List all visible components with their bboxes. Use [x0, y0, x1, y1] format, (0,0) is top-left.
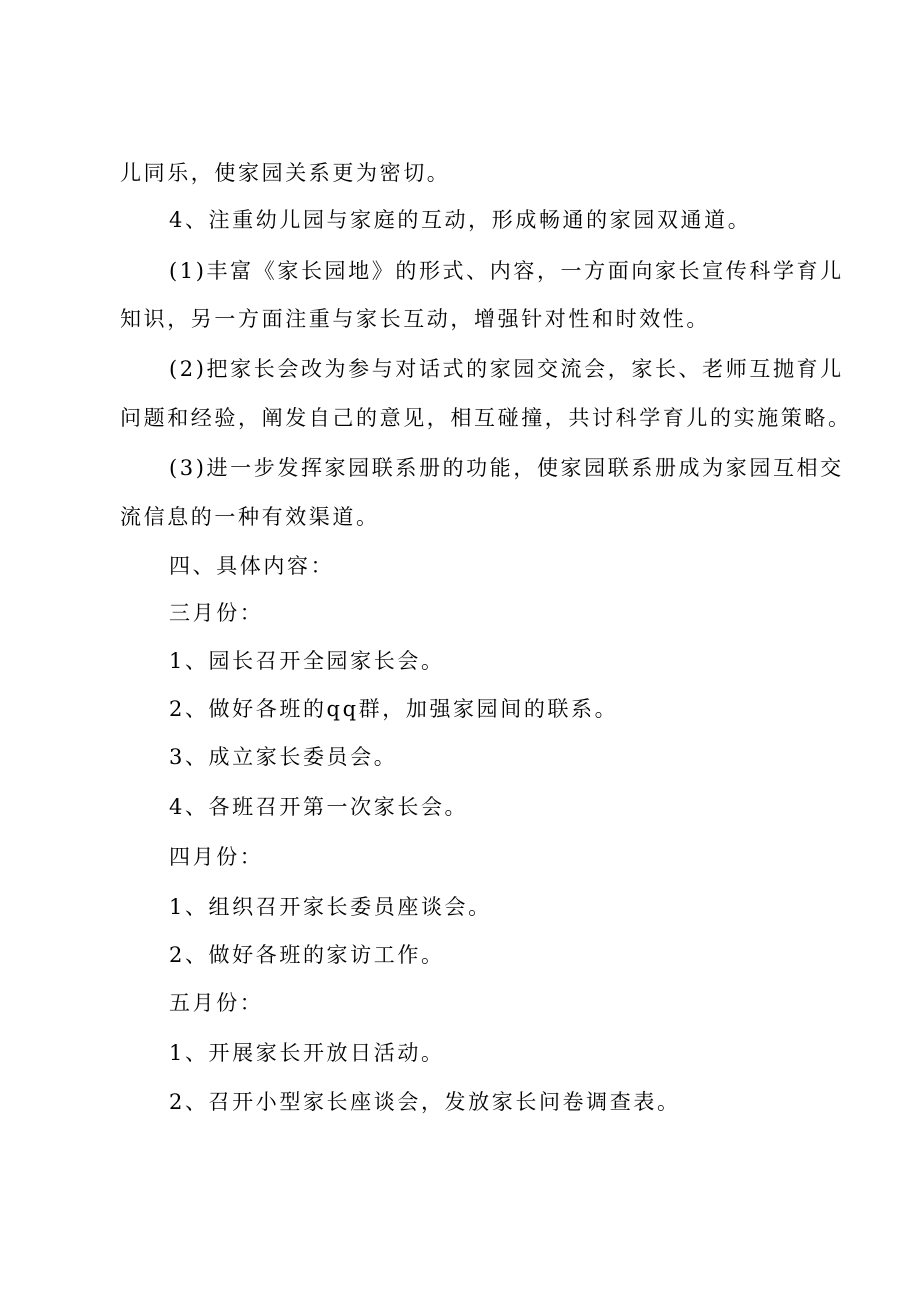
- list-item: 1、开展家长开放日活动。: [169, 1041, 445, 1065]
- list-item: 2、召开小型家长座谈会，发放家长问卷调查表。: [169, 1090, 681, 1114]
- text-line: 知识，另一方面注重与家长互动，增强针对性和时效性。: [120, 307, 710, 331]
- text-line: 儿同乐，使家园关系更为密切。: [120, 161, 451, 185]
- month-heading: 三月份：: [169, 601, 264, 625]
- list-item: 1、园长召开全园家长会。: [169, 649, 445, 673]
- text-line: (1)丰富《家长园地》的形式、内容，一方面向家长宣传科学育儿: [169, 259, 844, 283]
- text-line: 4、注重幼儿园与家庭的互动，形成畅通的家园双通道。: [169, 208, 752, 232]
- month-heading: 五月份：: [169, 991, 264, 1015]
- text-line: 流信息的一种有效渠道。: [120, 505, 380, 529]
- list-item: 2、做好各班的家访工作。: [169, 943, 445, 967]
- list-item: 3、成立家长委员会。: [169, 745, 398, 769]
- text-line: (2)把家长会改为参与对话式的家园交流会，家长、老师互抛育儿: [169, 357, 844, 381]
- text-line: 问题和经验，阐发自己的意见，相互碰撞，共讨科学育儿的实施策略。: [120, 406, 852, 430]
- list-item: 1、组织召开家长委员座谈会。: [169, 895, 492, 919]
- section-heading: 四、具体内容：: [169, 554, 335, 578]
- list-item: 2、做好各班的qq群，加强家园间的联系。: [169, 697, 619, 721]
- text-line: (3)进一步发挥家园联系册的功能，使家园联系册成为家园互相交: [169, 456, 844, 480]
- list-item: 4、各班召开第一次家长会。: [169, 795, 469, 819]
- month-heading: 四月份：: [169, 845, 264, 869]
